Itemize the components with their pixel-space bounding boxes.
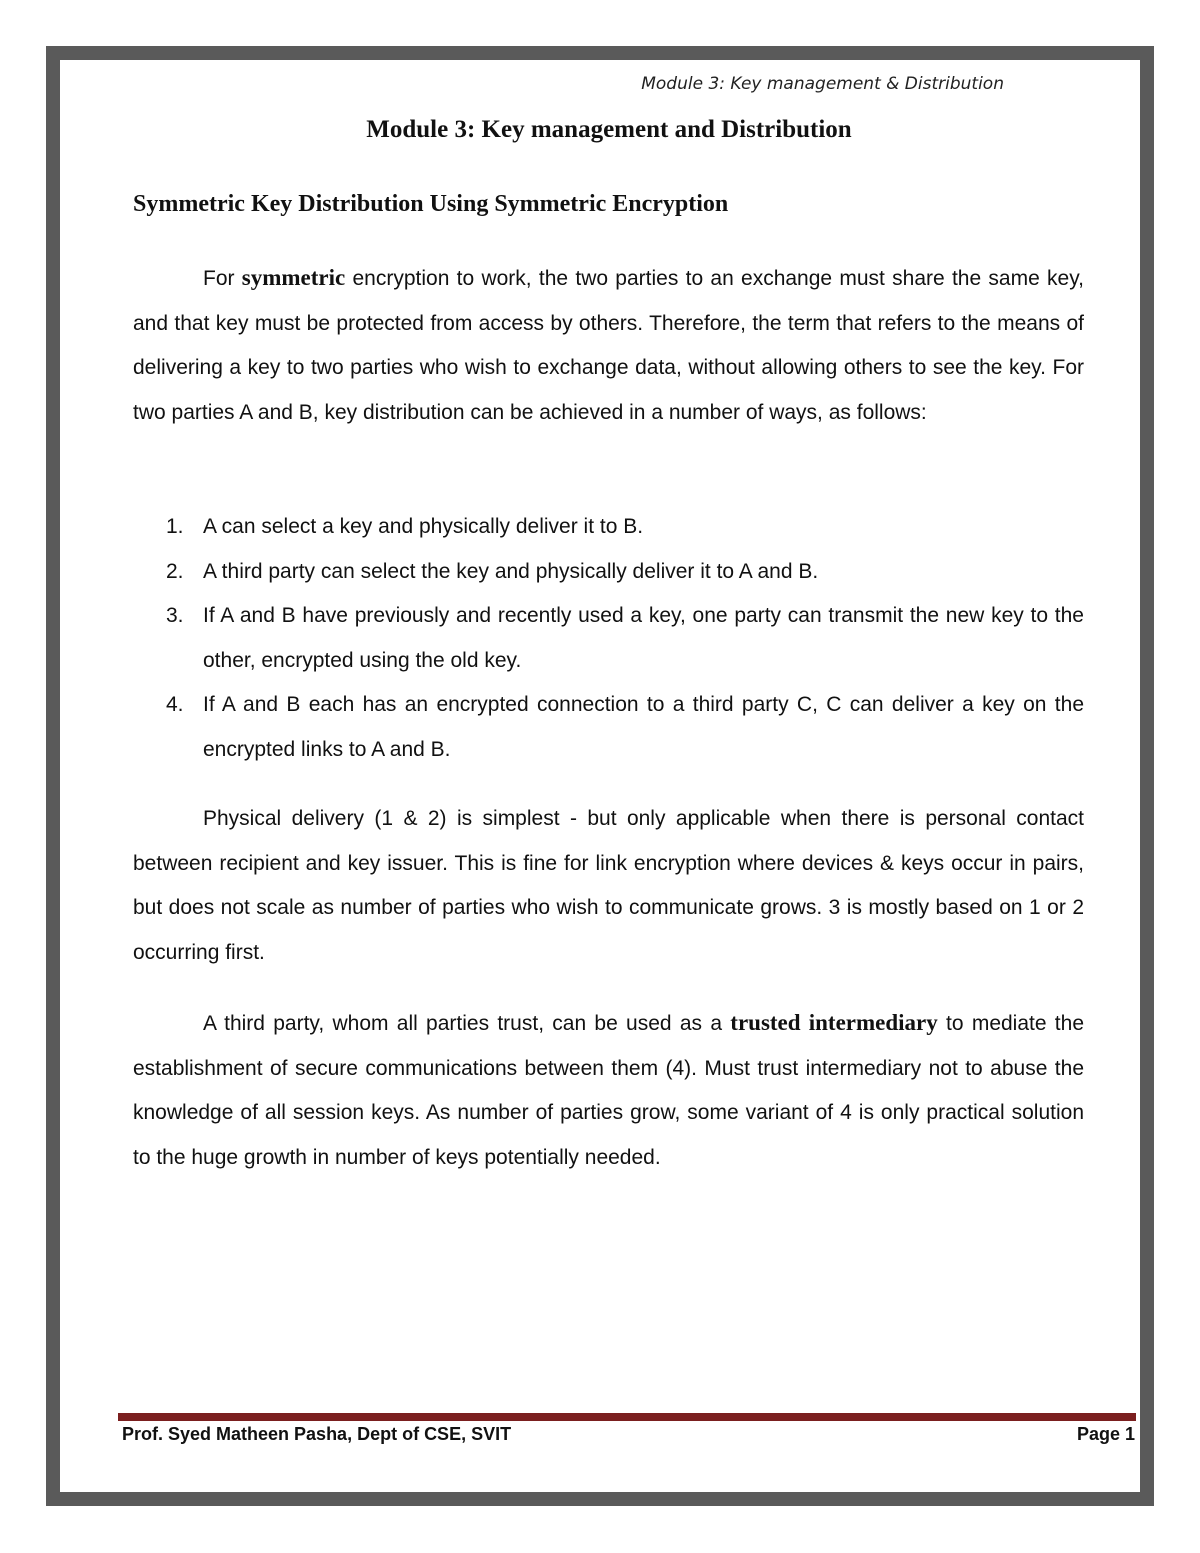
running-head: Module 3: Key management & Distribution — [641, 74, 1004, 94]
footer-page-number: Page 1 — [1076, 1424, 1135, 1444]
paragraph-intro-bold: symmetric — [241, 265, 346, 290]
list-item — [133, 550, 1084, 595]
paragraph-intro-rest: encryption to work, the two parties to an exchange must share the same key, and that key must be protected from access by others. Therefore, the term that refers to the means of delivering a key to two parties who wish to exchange data, without allowing others to see the key. For two parties A and B, key distribution can be achieved in a number of ways, as follows: — [133, 267, 1084, 424]
paragraph-trusted-bold: trusted intermediary — [730, 1010, 938, 1035]
list-item-text: If A and B each has an encrypted connection to a third party C, C can deliver a key on the encrypted links to A and B. — [203, 693, 1084, 761]
list-item-text: If A and B have previously and recently used a key, one party can transmit the new key to the other, encrypted using the old key. — [203, 604, 1084, 672]
list-item-number: 3. — [166, 604, 184, 627]
list-item-number: 1. — [166, 515, 184, 538]
paragraph-trusted-lead: A third party, whom all parties trust, can be used as a — [203, 1012, 731, 1035]
list-item-text: A third party can select the key and physically deliver it to A and B. — [203, 559, 819, 583]
list-item-number: 4. — [166, 693, 184, 716]
footer-rule — [118, 1413, 1136, 1421]
list-item-number: 2. — [166, 559, 184, 583]
list-item-text: A can select a key and physically deliver it to B. — [203, 515, 644, 538]
paragraph-trusted-rest: to mediate the establishment of secure communications between them (4). Must trust intermediary not to abuse the knowledge of all session keys. As number of parties grow, some variant of 4 is only practical solution to the huge growth in number of keys potentially needed. — [133, 1012, 1084, 1169]
section-heading: Symmetric Key Distribution Using Symmetric Encryption — [133, 191, 729, 217]
distribution-methods-list — [133, 505, 1084, 772]
paragraph-intro — [133, 256, 1084, 435]
list-item — [133, 594, 1084, 683]
paragraph-intro-lead: For — [203, 267, 242, 290]
list-item — [133, 505, 1084, 550]
page-title: Module 3: Key management and Distribution — [366, 116, 852, 143]
paragraph-physical-delivery: Physical delivery (1 & 2) is simplest - but only applicable when there is personal contact between recipient and key issuer. This is fine for link encryption where devices & keys occur in pairs, but does not scale as number of parties who wish to communicate grows. 3 is mostly based on 1 or 2 occurring first. — [133, 807, 1084, 964]
footer-author: Prof. Syed Matheen Pasha, Dept of CSE, SVIT — [122, 1424, 512, 1444]
list-item — [133, 683, 1084, 772]
paragraph-trusted-intermediary — [133, 1001, 1084, 1180]
